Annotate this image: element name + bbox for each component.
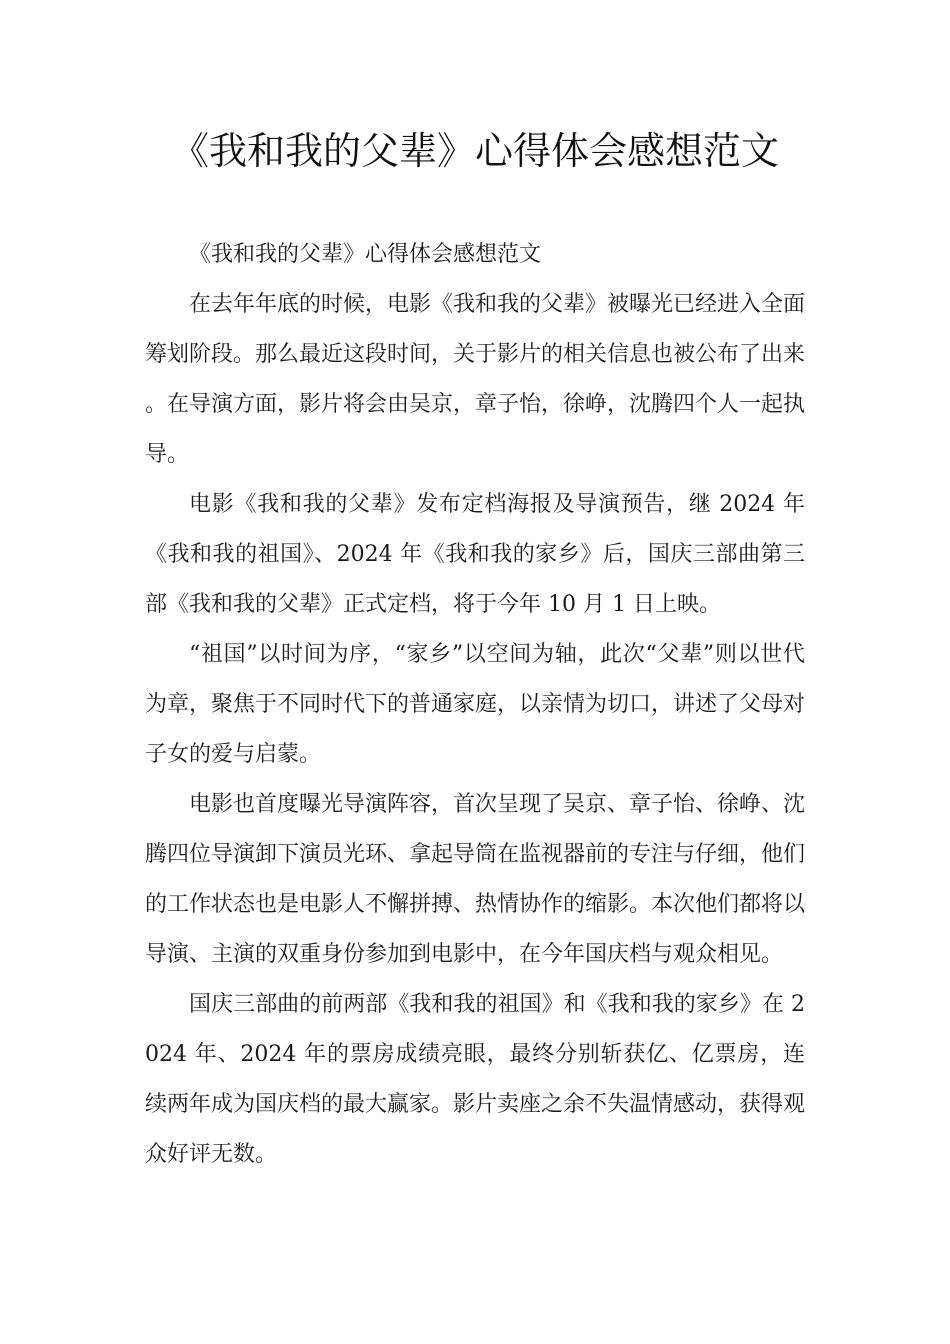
paragraph: “祖国”以时间为序，“家乡”以空间为轴，此次“父辈”则以世代为章，聚焦于不同时代下的普通家庭，以亲情为切口，讲述了父母对子女的爱与启蒙。 xyxy=(145,642,806,767)
paragraph: 电影《我和我的父辈》发布定档海报及导演预告，继 2024 年《我和我的祖国》、2024 年《我和我的家乡》后，国庆三部曲第三部《我和我的父辈》正式定档，将于今年 10 月 1 日上映。 xyxy=(145,492,805,617)
document-title: 《我和我的父辈》心得体会感想范文 xyxy=(170,129,779,173)
paragraph: 电影也首度曝光导演阵容，首次呈现了吴京、章子怡、徐峥、沈腾四位导演卸下演员光环、拿起导筒在监视器前的专注与仔细，他们的工作状态也是电影人不懈拼搏、热情协作的缩影。本次他们都将以导演、主演的双重身份参加到电影中，在今年国庆档与观众相见。 xyxy=(145,792,806,967)
paragraph-subtitle: 《我和我的父辈》心得体会感想范文 xyxy=(189,242,542,267)
paragraph: 国庆三部曲的前两部《我和我的祖国》和《我和我的家乡》在 2024 年、2024 年的票房成绩亮眼，最终分别斩获亿、亿票房，连续两年成为国庆档的最大赢家。影片卖座之余不失温情感动，获得观众好评无数。 xyxy=(145,992,806,1167)
paragraph: 在去年年底的时候，电影《我和我的父辈》被曝光已经进入全面筹划阶段。那么最近这段时间，关于影片的相关信息也被公布了出来。在导演方面，影片将会由吴京，章子怡，徐峥，沈腾四个人一起执导。 xyxy=(145,292,806,467)
document-body xyxy=(145,230,805,1180)
